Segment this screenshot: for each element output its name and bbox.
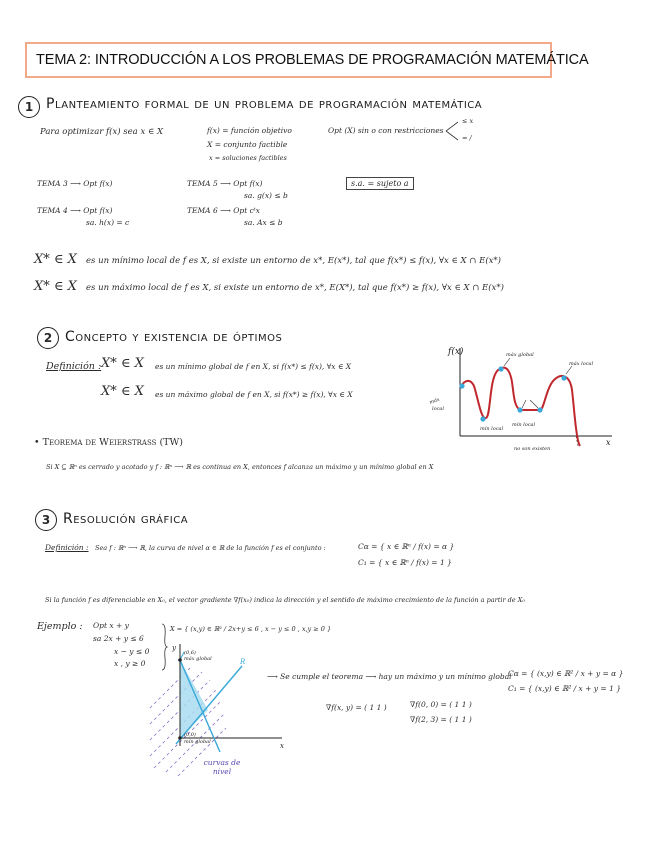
point-min-local-b	[537, 407, 542, 412]
point-0-6	[178, 658, 182, 662]
label-max-local-left: máx	[428, 396, 441, 406]
X-definition: X = conjunto factible	[207, 140, 288, 149]
example-c2: x − y ≤ 0	[114, 647, 150, 656]
section-3-number: 3	[35, 509, 57, 531]
ejemplo-label: Ejemplo :	[37, 621, 83, 632]
section-2-number: 2	[37, 327, 59, 349]
example-c3: x , y ≥ 0	[114, 659, 146, 668]
fx-definition: f(x) = función objetivo	[207, 126, 292, 135]
x-definition: x = soluciones factibles	[209, 154, 287, 162]
label-point-0-0: (0,0)	[184, 732, 196, 738]
weierstrass-statement: Si X ⊆ ℝⁿ es cerrado y acotado y f : ℝⁿ ⟶ ℝ es continua en X, entonces f alcanza un máximo y un mínimo global en X	[46, 463, 434, 471]
feasible-set: X = { (x,y) ∈ ℝ² / 2x+y ≤ 6 , x − y ≤ 0 , x,y ≥ 0 }	[170, 625, 332, 633]
graph-r-label: R	[240, 658, 246, 666]
sa-box: s.a. = sujeto a	[346, 177, 414, 190]
graph-y-axis-label: y	[172, 644, 176, 652]
optima-graph	[426, 340, 626, 455]
restriction-le: ≤ x	[462, 117, 474, 125]
gradient-statement: Si la función f es diferenciable en X₀, el vector gradiente ∇f(x₀) indica la dirección y el sentido de máximo crecimiento de la función a partir de X₀	[45, 596, 525, 604]
curve-c-alpha: Cα = { (x,y) ∈ ℝ² / x + y = α }	[508, 669, 624, 678]
section-1-title: Planteamiento formal de un problema de programación matemática	[46, 96, 483, 112]
definicion-label: Definición :	[46, 361, 102, 372]
opt-x: Opt (X) sin o con restricciones	[328, 126, 444, 135]
min-global-symbol: X* ∈ X	[101, 356, 144, 371]
point-min-local-left	[480, 416, 485, 421]
max-global-symbol: X* ∈ X	[101, 384, 144, 399]
weierstrass-heading: • Teorema de Weierstrass (TW)	[34, 437, 183, 448]
c-1-def: C₁ = { x ∈ ℝⁿ / f(x) = 1 }	[358, 558, 452, 567]
para-optimizar: Para optimizar f(x) sea x ∈ X	[40, 127, 163, 137]
page-title: TEMA 2: INTRODUCCIÓN A LOS PROBLEMAS DE PROGRAMACIÓN MATEMÁTICA	[36, 52, 589, 68]
tema4: TEMA 4 ⟶ Opt f(x)	[37, 206, 113, 215]
label-no-existen: no son existen	[514, 446, 551, 452]
label-min-global-3: mín global	[184, 739, 211, 745]
svg-text:local: local	[432, 406, 444, 412]
tema6: TEMA 6 ⟶ Opt cᵗx	[187, 206, 260, 215]
max-global-def: es un máximo global de f en X, si f(x*) ≥ f(x), ∀x ∈ X	[155, 390, 353, 399]
label-min-local-mid: mín local	[512, 422, 536, 428]
graph-x-axis-label: x	[280, 742, 284, 750]
restriction-brace	[444, 118, 464, 144]
min-local-def: es un mínimo local de f es X, si existe un entorno de x*, E(x*), tal que f(x*) ≤ f(x), ∀x ∈ X ∩ E(x*)	[86, 256, 501, 266]
tema6-sa: sa. Ax ≤ b	[244, 218, 283, 227]
gradient-0-0: ∇f(0, 0) = ( 1 1 )	[410, 700, 472, 709]
point-max-global	[498, 366, 503, 371]
theorem-conclusion: ⟶ Se cumple el teorema ⟶ hay un máximo y un mínimo global	[267, 672, 512, 681]
title-box	[25, 42, 589, 78]
max-local-symbol: X* ∈ X	[34, 279, 77, 294]
label-max-local: máx local	[569, 361, 594, 367]
definicion-3-label: Definición :	[45, 543, 89, 552]
label-min-local-left: mín local	[480, 426, 504, 432]
point-max-local-right	[561, 375, 566, 380]
label-curvas-de-nivel: curvas de nivel	[203, 758, 241, 776]
curve-c-1: C₁ = { (x,y) ∈ ℝ² / x + y = 1 }	[508, 684, 622, 693]
section-3-title: Resolución gráfica	[63, 511, 189, 527]
tema4-sa: sa. h(x) = c	[86, 218, 130, 227]
label-max-global-3: máx global	[184, 656, 212, 662]
tema5-sa: sa. g(x) ≤ b	[244, 191, 288, 200]
gradient-2-3: ∇f(2, 3) = ( 1 1 )	[410, 715, 472, 724]
graph-x-label: x	[606, 438, 611, 447]
example-c1: sa 2x + y ≤ 6	[93, 634, 144, 643]
point-min-local-a	[517, 407, 522, 412]
max-local-def: es un máximo local de f es X, si existe un entorno de x*, E(X*), tal que f(x*) ≥ f(x), ∀x ∈ X ∩ E(x*)	[86, 283, 504, 293]
level-curve-def: Sea f : ℝⁿ ⟶ ℝ, la curva de nivel α ∈ ℝ de la función f es el conjunto :	[95, 544, 326, 552]
tema5: TEMA 5 ⟶ Opt f(x)	[187, 179, 263, 188]
min-global-def: es un mínimo global de f en X, si f(x*) ≤ f(x), ∀x ∈ X	[155, 362, 352, 371]
c-alpha-def: Cα = { x ∈ ℝⁿ / f(x) = α }	[358, 542, 455, 551]
tema3: TEMA 3 ⟶ Opt f(x)	[37, 179, 113, 188]
feasible-region	[180, 660, 208, 738]
label-point-0-6: (0,6)	[184, 650, 196, 656]
example-opt: Opt x + y	[93, 621, 129, 630]
label-max-global: máx global	[506, 352, 534, 358]
section-2-title: Concepto y existencia de óptimos	[65, 329, 283, 345]
min-local-symbol: X* ∈ X	[34, 252, 77, 267]
point-0-0	[178, 736, 182, 740]
section-1-number: 1	[18, 96, 40, 118]
gradient-general: ∇f(x, y) = ( 1 1 )	[326, 703, 387, 712]
point-max-local-left	[459, 383, 464, 388]
graph-y-label: f(x)	[448, 347, 464, 357]
restriction-eq: = /	[462, 134, 472, 142]
